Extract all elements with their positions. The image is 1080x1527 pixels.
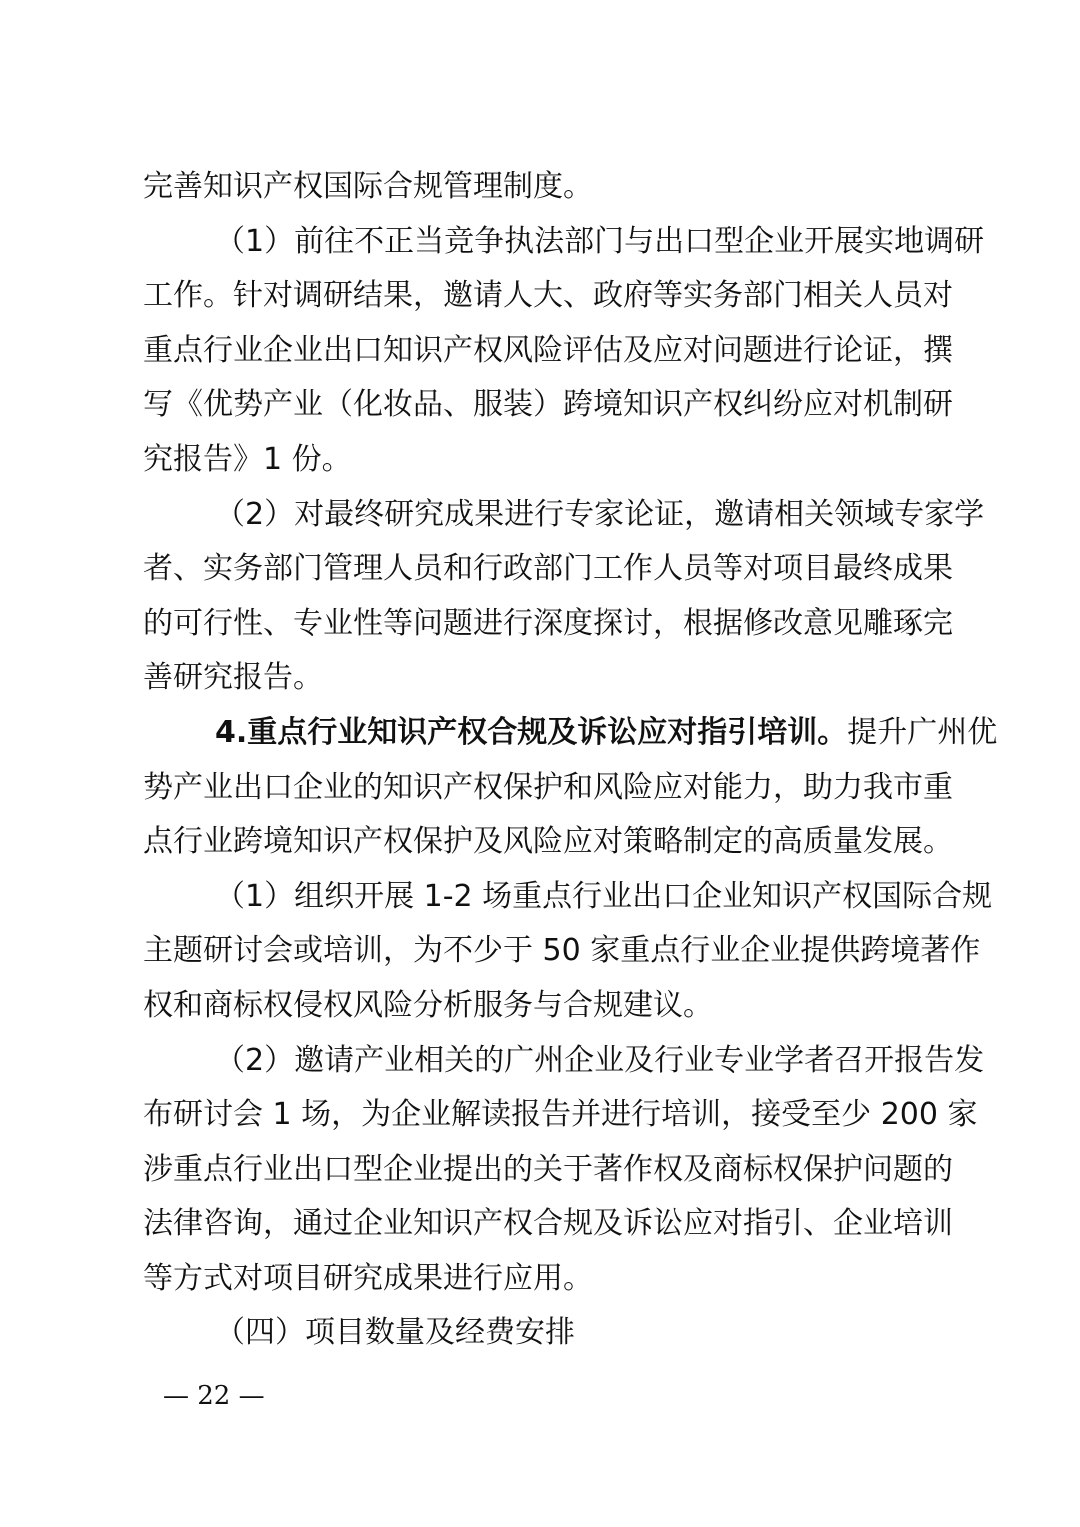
text-line: （2）邀请产业相关的广州企业及行业专业学者召开报告发 xyxy=(215,1042,985,1078)
text-line: 布研讨会 1 场，为企业解读报告并进行培训，接受至少 200 家 xyxy=(143,1097,978,1133)
text-line: 完善知识产权国际合规管理制度。 xyxy=(143,169,593,204)
text-line: （2）对最终研究成果进行专家论证，邀请相关领域专家学 xyxy=(215,496,985,532)
text-line: （1）组织开展 1-2 场重点行业出口企业知识产权国际合规 xyxy=(215,878,993,914)
text-line: 等方式对项目研究成果进行应用。 xyxy=(143,1260,593,1296)
document-body xyxy=(143,160,998,1361)
text-line: 权和商标权侵权风险分析服务与合规建议。 xyxy=(143,987,713,1023)
page-number: — 22 — xyxy=(163,1381,265,1411)
text-line: 势产业出口企业的知识产权保护和风险应对能力，助力我市重 xyxy=(143,769,953,805)
text-line: 主题研讨会或培训，为不少于 50 家重点行业企业提供跨境著作 xyxy=(143,933,981,969)
text-line: （1）前往不正当竞争执法部门与出口型企业开展实地调研 xyxy=(215,223,985,259)
text-line: 善研究报告。 xyxy=(143,660,323,696)
heading-rest-text: 提升广州优 xyxy=(847,714,998,750)
text-line: 重点行业企业出口知识产权风险评估及应对问题进行论证，撰 xyxy=(143,332,953,368)
section-heading-si: （四）项目数量及经费安排 xyxy=(215,1315,575,1351)
heading-bold-text: 4.重点行业知识产权合规及诉讼应对指引培训。 xyxy=(215,714,848,750)
text-line: 者、实务部门管理人员和行政部门工作人员等对项目最终成果 xyxy=(143,551,953,587)
text-line: 究报告》1 份。 xyxy=(143,441,352,477)
text-line: 点行业跨境知识产权保护及风险应对策略制定的高质量发展。 xyxy=(143,824,953,860)
section-heading-4 xyxy=(143,706,998,761)
text-line: 写《优势产业（化妆品、服装）跨境知识产权纠纷应对机制研 xyxy=(143,387,953,423)
text-line: 涉重点行业出口型企业提出的关于著作权及商标权保护问题的 xyxy=(143,1151,953,1187)
text-line: 的可行性、专业性等问题进行深度探讨，根据修改意见雕琢完 xyxy=(143,605,953,641)
text-line: 法律咨询，通过企业知识产权合规及诉讼应对指引、企业培训 xyxy=(143,1206,953,1242)
text-line: 工作。针对调研结果，邀请人大、政府等实务部门相关人员对 xyxy=(143,278,953,314)
